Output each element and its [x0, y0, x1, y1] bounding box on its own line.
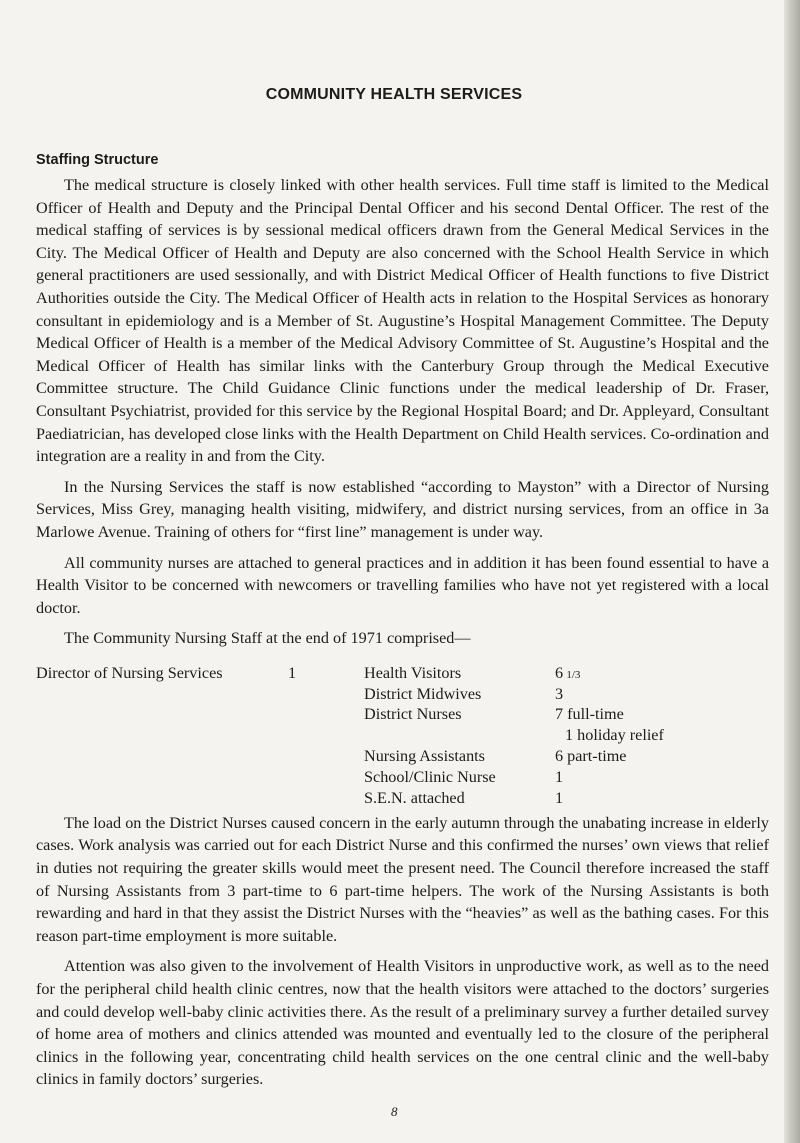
- staff-value-health-visitors: 6 1/3: [555, 663, 581, 682]
- staff-value-school-clinic-nurse: 1: [555, 767, 564, 786]
- staff-label-district-nurses: District Nurses: [364, 705, 462, 724]
- staff-label-school-clinic-nurse: School/Clinic Nurse: [364, 767, 496, 786]
- staff-table: [36, 663, 769, 807]
- staff-label-director: Director of Nursing Services: [36, 663, 223, 682]
- page-edge-shadow: [784, 0, 800, 1143]
- page-title: COMMUNITY HEALTH SERVICES: [265, 86, 523, 103]
- staff-value-district-nurses-fulltime: 7 full-time: [555, 705, 624, 724]
- paragraph-nursing-services: In the Nursing Services the staff is now established “according to Mayston” with a Director of Nursing Services, Miss Grey, managing health visiting, midwifery, and district nursing services, from an office in 3a Marlowe Avenue. Training of others for “first line” management is under way.: [36, 477, 769, 541]
- staff-label-district-midwives: District Midwives: [364, 684, 482, 703]
- staff-label-nursing-assistants: Nursing Assistants: [364, 747, 485, 766]
- staff-value-sen-attached: 1: [555, 788, 564, 807]
- paragraph-staff-intro: The Community Nursing Staff at the end of 1971 comprised—: [64, 629, 471, 648]
- page-number: 8: [391, 1104, 398, 1119]
- document-body: [36, 152, 769, 1091]
- paragraph-medical-structure: The medical structure is closely linked with other health services. Full time staff is limited to the Medical Officer of Health and Deputy and the Principal Dental Officer and his second Dental Officer. The rest of the medical staffing of services is by sessional medical officers drawn from the General Medical Services in the City. The Medical Officer of Health and Deputy are also concerned with the School Health Service in which general practitioners are used sessionally, and with District Medical Officer of Health functions to five District Authorities outside the City. The Medical Officer of Health acts in relation to the Hospital Services as honorary consultant in epidemiology and is a Member of St. Augustine’s Hospital Management Committee. The Deputy Medical Officer of Health is a member of the Medical Advisory Committee of St. Augustine’s Hospital and the Medical Officer of Health has similar links with the Canterbury Group through the Medical Executive Committee structure. The Child Guidance Clinic functions under the medical leadership of Dr. Fraser, Consultant Psychiatrist, provided for this service by the Regional Hospital Board; and Dr. Appleyard, Consultant Paediatrician, has developed close links with the Health Department on Child Health services. Co-ordination and integration are a reality in and from the City.: [36, 176, 769, 466]
- staff-value-district-nurses-relief: 1 holiday relief: [565, 726, 664, 745]
- staff-value-director: 1: [288, 663, 297, 682]
- staff-label-health-visitors: Health Visitors: [364, 663, 462, 682]
- staff-value-nursing-assistants: 6 part-time: [555, 747, 627, 766]
- paragraph-community-nurses: All community nurses are attached to general practices and in addition it has been found essential to have a Health Visitor to be concerned with newcomers or travelling families who have not yet registered with a local doctor.: [36, 553, 769, 617]
- staff-value-district-midwives: 3: [555, 684, 564, 703]
- section-heading: Staffing Structure: [36, 152, 159, 168]
- paragraph-district-nurses-load: The load on the District Nurses caused concern in the early autumn through the unabating increase in elderly cases. Work analysis was carried out for each District Nurse and this confirmed the nurses’ own views that relief in duties not requiring the greater skills would meet the present need. The Council therefore increased the staff of Nursing Assistants from 3 part-time to 6 part-time helpers. The work of the Nursing Assistants is both rewarding and hard in that they assist the District Nurses with the “heavies” as well as the bathing cases. For this reason part-time employment is more suitable.: [36, 813, 769, 945]
- staff-label-sen-attached: S.E.N. attached: [364, 788, 465, 807]
- paragraph-health-visitors-attention: Attention was also given to the involvement of Health Visitors in unproductive work, as well as to the need for the peripheral child health clinic centres, now that the health visitors were attached to the doctors’ surgeries and could develop well-baby clinic activities there. As the result of a preliminary survey a further detailed survey of home area of mothers and clinics attended was mounted and eventually led to the closure of the peripheral clinics in the following year, concentrating child health services on the one central clinic and the well-baby clinics in family doctors’ surgeries.: [36, 957, 769, 1089]
